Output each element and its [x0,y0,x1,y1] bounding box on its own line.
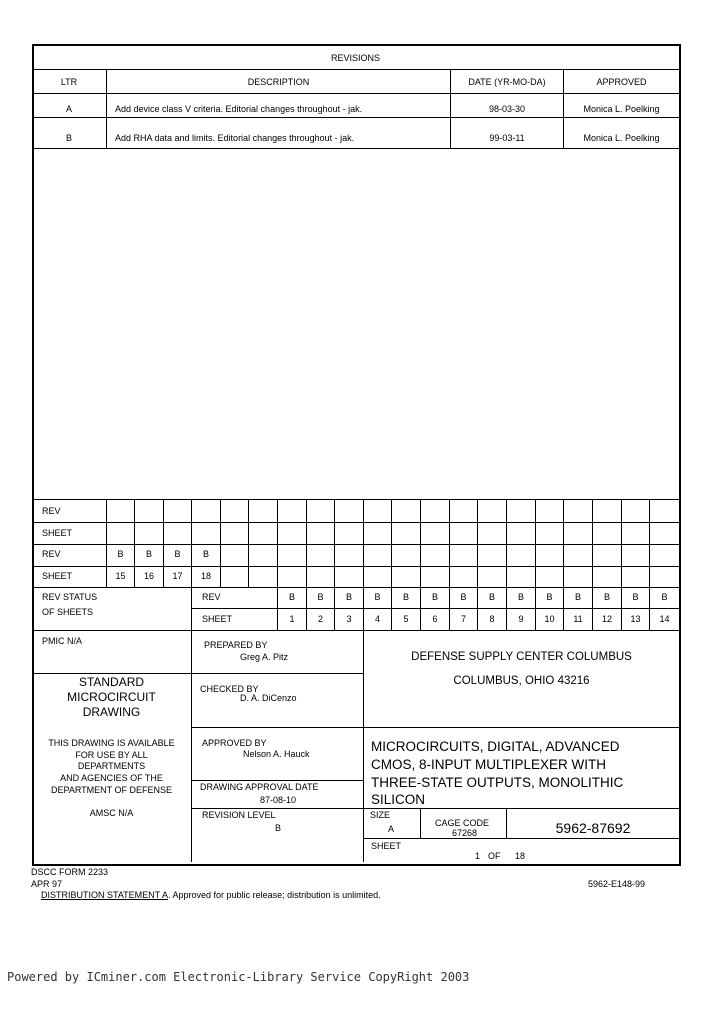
upper-rev-cell: B [117,549,124,559]
sheet-label: SHEET [371,841,402,851]
cage-label: CAGE CODE [435,818,490,828]
size-value: A [388,824,395,834]
rev-status-rev-cell: B [460,592,467,602]
rev-status-rev-cell: B [374,592,381,602]
upper-rev-cell: B [145,549,152,559]
amsc: AMSC N/A [89,808,134,818]
approved-by-name: Nelson A. Hauck [243,749,310,759]
form-number: DSCC FORM 2233 [31,867,109,877]
rev-status-sheet-cell: 7 [460,614,466,624]
rev-status-rev-cell: B [431,592,438,602]
rev-status-label-2: OF SHEETS [42,607,94,617]
upper-sheet-cell: 15 [115,571,126,581]
revision-description: Add RHA data and limits. Editorial changes throughout - jak. [115,133,355,143]
dscc-line2: COLUMBUS, OHIO 43216 [453,675,590,687]
watermark: Powered by ICminer.com Electronic-Library Service CopyRight 2003 [7,970,470,984]
rev-status-rev-cell: B [546,592,553,602]
header-description: DESCRIPTION [247,77,310,87]
sheet-value: 1 [475,851,481,861]
distribution-label: DISTRIBUTION STATEMENT A [41,890,169,900]
sheet-total: 18 [515,851,526,861]
rev-status-sheet-cell: 2 [317,614,323,624]
upper-sheet-cell: 16 [143,571,154,581]
rev-status-sheet-cell: 12 [601,614,612,624]
standard-line2: MICROCIRCUIT [67,690,156,704]
standard-line1: STANDARD [78,675,145,689]
upper-rev-cell: B [174,549,181,559]
rev-status-rev-label: REV [202,592,221,602]
revisions-title: REVISIONS [330,53,380,63]
cage-value: 67268 [452,828,478,838]
revision-approver: Monica L. Poelking [583,133,660,143]
header-approved: APPROVED [596,77,647,87]
title-line2: CMOS, 8-INPUT MULTIPLEXER WITH [371,757,607,772]
rev-status-sheet-cell: 4 [374,614,380,624]
rev-status-rev-cell: B [345,592,352,602]
rev-status-sheet-cell: 6 [432,614,438,624]
rev-status-sheet-cell: 5 [403,614,409,624]
title-line1: MICROCIRCUITS, DIGITAL, ADVANCED [371,739,620,754]
rev-status-sheet-cell: 3 [346,614,352,624]
rev-status-sheet-cell: 14 [659,614,670,624]
header-ltr: LTR [60,77,78,87]
revision-date: 99-03-11 [489,133,525,143]
availability-line5: DEPARTMENT OF DEFENSE [50,785,173,795]
distribution-statement [41,890,381,901]
rev-status-sheet-cell: 13 [630,614,641,624]
rev-status-rev-cell: B [517,592,524,602]
approved-by-label: APPROVED BY [202,738,267,748]
rev-status-rev-cell: B [402,592,409,602]
standard-line3: DRAWING [82,705,141,719]
rev-status-rev-cell: B [661,592,668,602]
upper-rev-label: REV [42,506,61,516]
form-date: APR 97 [31,879,63,889]
rev-status-rev-cell: B [288,592,295,602]
checked-name: D. A. DiCenzo [240,693,297,703]
revision-level-label: REVISION LEVEL [202,810,276,820]
revision-approver: Monica L. Poelking [583,104,660,114]
checked-label: CHECKED BY [200,684,259,694]
approval-date-label: DRAWING APPROVAL DATE [200,782,319,792]
upper-sheet-cell: 17 [172,571,183,581]
rev-status-sheet-cell: 11 [573,614,583,624]
rev-status-rev-cell: B [603,592,610,602]
rev-status-rev-cell: B [632,592,639,602]
upper-sheet2-label: SHEET [42,571,73,581]
revision-ltr: A [65,104,72,114]
revision-ltr: B [65,133,72,143]
rev-status-sheet-cell: 10 [544,614,555,624]
dscc-line1: DEFENSE SUPPLY CENTER COLUMBUS [411,651,632,663]
rev-status-sheet-cell: 9 [518,614,524,624]
title-line4: SILICON [371,792,426,807]
availability-line3: DEPARTMENTS [77,761,146,771]
rev-status-rev-cell: B [488,592,495,602]
upper-rev2-label: REV [42,549,61,559]
size-label: SIZE [370,810,391,820]
rev-status-sheet-cell: 8 [489,614,495,624]
upper-rev-cell: B [202,549,209,559]
pmic: PMIC N/A [42,636,83,646]
header-date: DATE (YR-MO-DA) [468,77,546,87]
revision-level-value: B [275,823,282,833]
availability-line2: FOR USE BY ALL [75,750,148,760]
distribution-text: . Approved for public release; distribution is unlimited. [168,890,381,900]
rev-status-label-1: REV STATUS [42,592,98,602]
rev-status-sheet-cell: 1 [289,614,295,624]
revision-description: Add device class V criteria. Editorial changes throughout - jak. [115,104,363,114]
sheet-of: OF [488,851,501,861]
document-code: 5962-E148-99 [588,879,646,889]
title-line3: THREE-STATE OUTPUTS, MONOLITHIC [371,775,624,790]
rev-status-sheet-label: SHEET [202,614,233,624]
revision-date: 98-03-30 [488,104,526,114]
availability-line1: THIS DRAWING IS AVAILABLE [48,738,175,748]
approval-date-value: 87-08-10 [260,795,297,805]
prepared-label: PREPARED BY [204,640,268,650]
upper-sheet-label: SHEET [42,528,73,538]
availability-line4: AND AGENCIES OF THE [60,773,163,783]
part-number: 5962-87692 [555,820,631,836]
prepared-name: Greg A. Pitz [240,652,289,662]
upper-sheet-cell: 18 [200,571,211,581]
rev-status-rev-cell: B [574,592,581,602]
rev-status-rev-cell: B [317,592,324,602]
